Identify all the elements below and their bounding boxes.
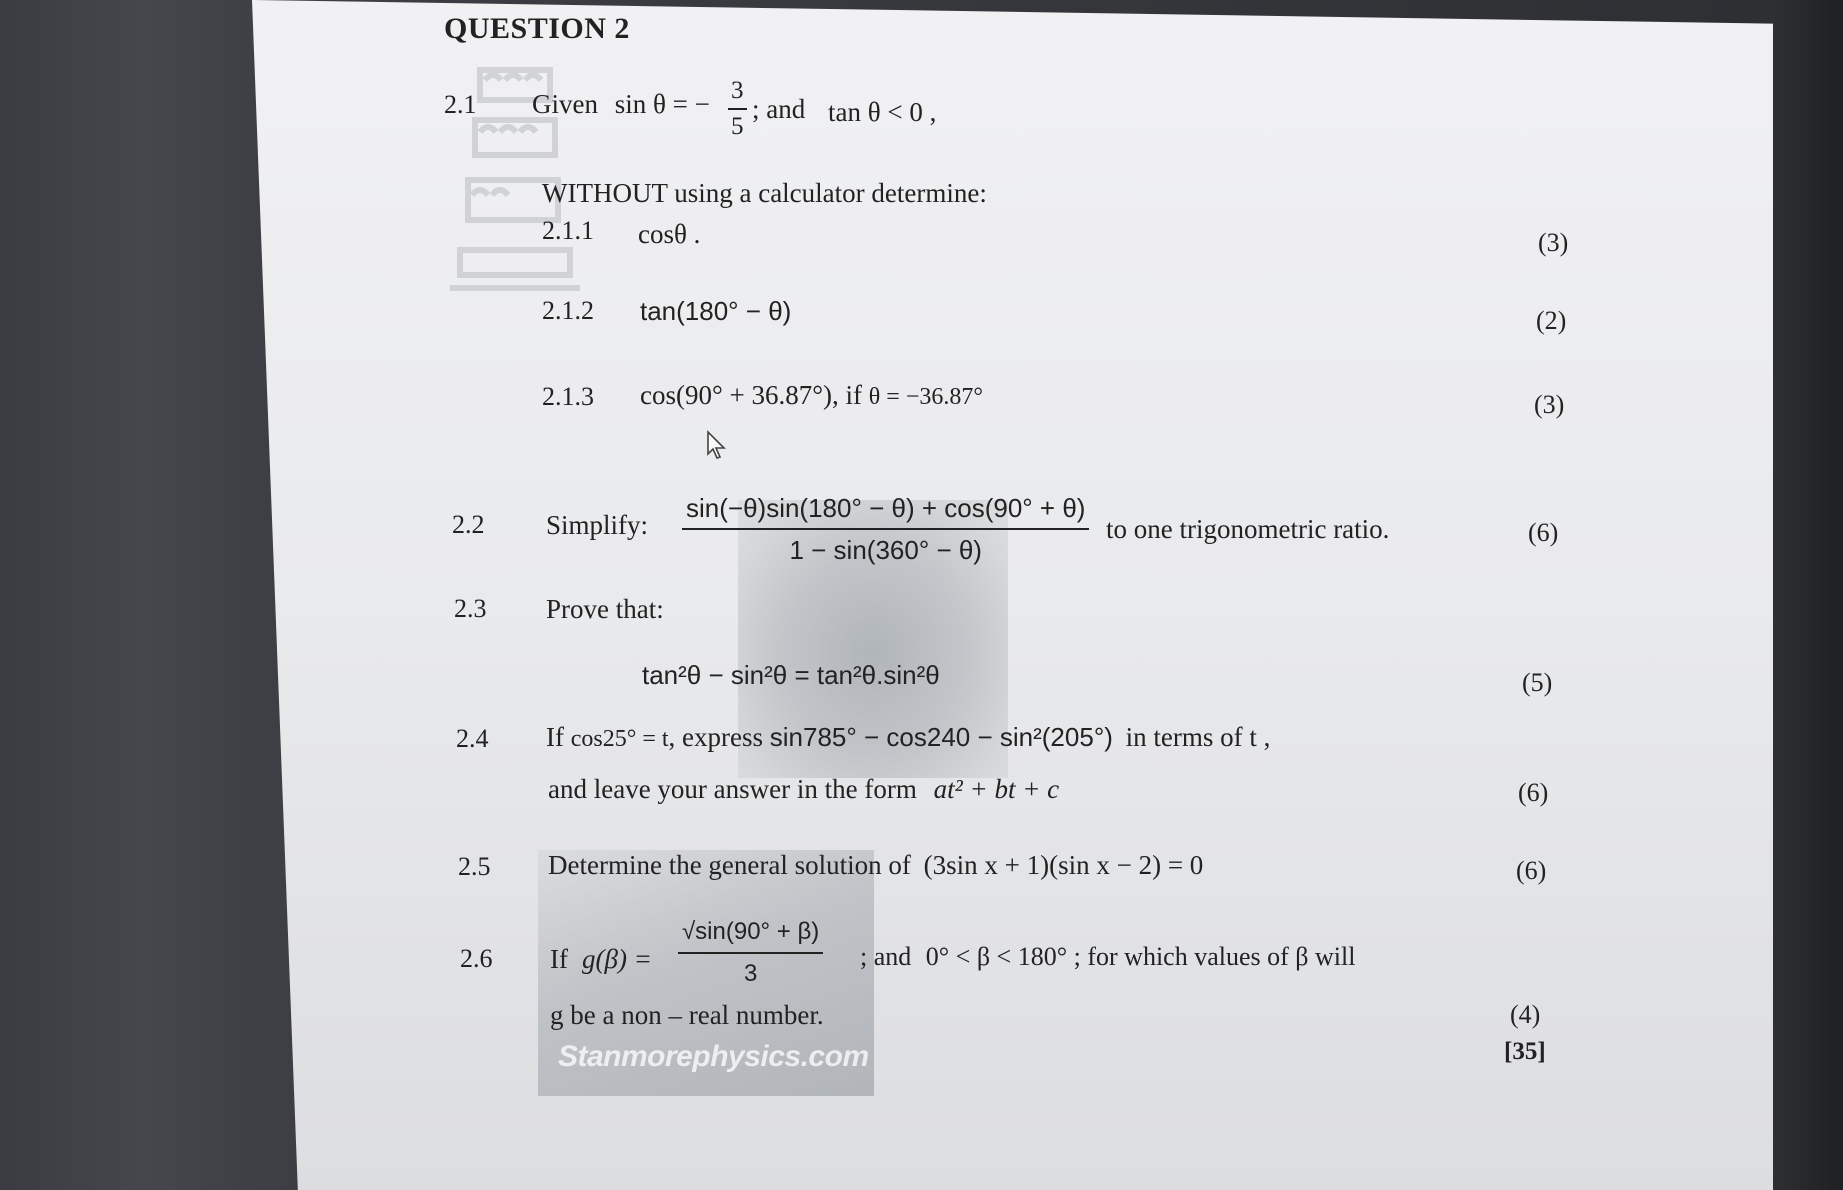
q2-2-suffix: to one trigonometric ratio. [1106,514,1390,544]
q2-1-instruction: WITHOUT using a calculator determine: [542,178,987,208]
q2-1-1-marks: (3) [1538,228,1569,257]
q2-3-marks: (5) [1522,668,1553,697]
q2-1-1-expression: cosθ . [638,219,701,249]
q2-6-range: 0° < β < 180° [925,942,1068,971]
q2-1-3-number: 2.1.3 [542,382,594,411]
monitor-bezel [1773,0,1843,1190]
q2-3-label: Prove that: [546,594,664,624]
q2-4-line1 [546,722,1270,753]
q2-1-1-number: 2.1.1 [542,216,594,245]
q2-4-line2 [548,774,1059,805]
q2-2-label: Simplify: [546,510,649,540]
q2-4-form-text: and leave your answer in the form [548,774,917,804]
q2-6-numerator: √sin(90° + β) [678,912,823,954]
q2-2-fraction [682,488,1089,570]
q2-6-and: ; and [860,942,912,971]
q2-6-denominator: 3 [743,960,758,987]
q2-5-text: Determine the general solution of [548,850,911,880]
q2-1-2-number: 2.1.2 [542,296,594,325]
q2-1-fraction [728,74,747,144]
q2-4-express: , express [668,722,764,752]
q2-1-given-line [532,89,710,120]
q2-1-sin-lhs: sin θ = − [614,89,710,119]
question-title: QUESTION 2 [444,12,630,45]
q2-6-function: g(β) = [582,944,652,974]
q2-1-tan-condition: tan θ < 0 , [828,97,937,127]
q2-4-if: If [546,722,564,752]
q2-5-marks: (6) [1516,856,1547,885]
q2-2-number: 2.2 [452,510,485,539]
q2-4-suffix: in terms of t , [1125,722,1271,752]
mouse-pointer-icon [706,430,728,462]
q2-4-expression: sin785° − cos240 − sin²(205°) [769,722,1113,752]
q2-1-3-marks: (3) [1534,390,1565,419]
q2-4-given: cos25° = t [570,726,669,752]
q2-4-number: 2.4 [456,724,489,753]
q2-4-form: at² + bt + c [933,774,1060,804]
q2-3-identity: tan²θ − sin²θ = tan²θ.sin²θ [642,660,940,690]
q2-1-given-label: Given [532,89,598,119]
q2-5-line [548,850,1203,881]
q2-1-fraction-numerator: 3 [728,74,747,110]
q2-6-line1 [860,942,1355,972]
brand-watermark: Stanmorephysics.com [558,1040,869,1073]
q2-1-3-line [640,380,983,411]
q2-2-denominator: 1 − sin(360° − θ) [789,535,982,565]
q2-1-2-marks: (2) [1536,306,1567,335]
q2-6-fraction [678,912,823,994]
q2-1-3-condition: θ = −36.87° [868,384,983,410]
q2-3-number: 2.3 [454,594,487,623]
q2-6-suffix: ; for which values of β will [1073,942,1356,971]
q2-6-line2: g be a non – real number. [550,1000,824,1030]
q2-2-numerator: sin(−θ)sin(180° − θ) + cos(90° + θ) [682,488,1089,530]
q2-1-fraction-denominator: 5 [731,113,744,140]
q2-2-marks: (6) [1528,518,1559,547]
q2-4-marks: (6) [1518,778,1549,807]
q2-6-number: 2.6 [460,944,493,973]
q2-6-marks: (4) [1510,1000,1541,1029]
q2-6-if: If [550,944,568,974]
q2-1-3-if: , if [832,380,863,410]
q2-5-number: 2.5 [458,852,491,881]
q2-1-and: ; and [752,94,806,124]
total-marks: [35] [1504,1038,1546,1065]
q2-1-3-expression: cos(90° + 36.87°) [640,380,833,410]
q2-5-equation: (3sin x + 1)(sin x − 2) = 0 [923,850,1204,880]
q2-1-number: 2.1 [444,90,477,119]
q2-1-2-expression: tan(180° − θ) [640,296,792,326]
